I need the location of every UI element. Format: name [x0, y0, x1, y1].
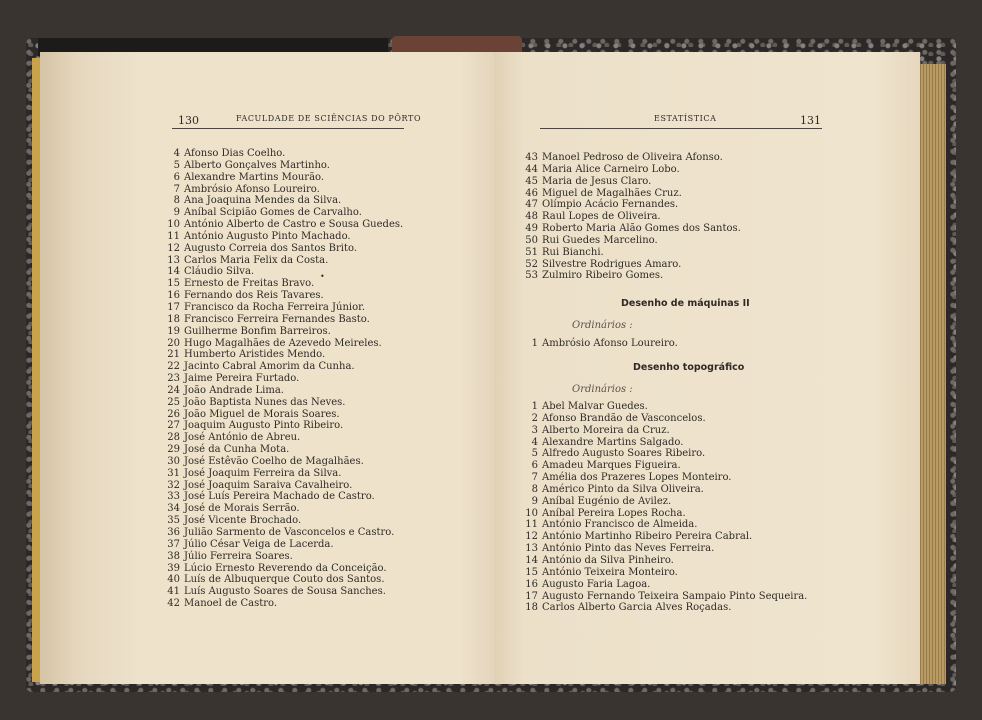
entry-name: Afonso Brandão de Vasconcelos. — [542, 412, 706, 424]
entry-name: Augusto Faria Lagoa. — [542, 578, 651, 590]
entry-number: 13 — [167, 254, 180, 266]
entry-name: Francisco Ferreira Fernandes Basto. — [184, 313, 370, 325]
entry-number: 14 — [525, 554, 538, 566]
entry-number: 41 — [167, 586, 180, 598]
list-entry — [522, 484, 807, 496]
entry-number: 30 — [167, 455, 180, 467]
entry-name: José Estêvão Coelho de Magalhães. — [184, 455, 364, 467]
stray-mark: • — [320, 272, 325, 281]
entry-name: Manoel Pedroso de Oliveira Afonso. — [542, 152, 723, 163]
entry-number: 4 — [173, 148, 180, 159]
entry-name: António Pinto das Neves Ferreira. — [542, 543, 715, 555]
entry-number: 50 — [525, 234, 538, 246]
list-entry — [522, 448, 807, 460]
entry-name: Alfredo Augusto Soares Ribeiro. — [542, 448, 706, 460]
list-entry — [164, 172, 403, 184]
entry-name: João Andrade Lima. — [184, 384, 284, 396]
entry-name: Ambrósio Afonso Loureiro. — [184, 183, 320, 195]
entry-name: Miguel de Magalhães Cruz. — [542, 187, 682, 199]
entry-name: Roberto Maria Alão Gomes dos Santos. — [542, 223, 741, 235]
entry-name: Aníbal Pereira Lopes Rocha. — [542, 507, 686, 519]
list-entry — [164, 420, 403, 432]
page-number: 131 — [800, 114, 821, 127]
entry-number: 32 — [167, 479, 180, 491]
entry-number: 9 — [531, 495, 538, 507]
entry-number: 21 — [167, 349, 180, 361]
entry-number: 40 — [167, 574, 180, 586]
list-entry — [522, 531, 807, 543]
entry-name: Francisco da Rocha Ferreira Júnior. — [184, 301, 366, 313]
list-entry — [164, 397, 403, 409]
list-entry — [164, 243, 403, 255]
entry-name: Afonso Dias Coelho. — [184, 148, 286, 159]
entry-number: 10 — [525, 507, 538, 519]
entry-name: Alberto Moreira da Cruz. — [542, 424, 670, 436]
list-entry — [522, 235, 741, 247]
entry-name: Carlos Maria Felix da Costa. — [184, 254, 329, 266]
entry-name: José Luís Pereira Machado de Castro. — [184, 491, 375, 503]
entry-name: António Martinho Ribeiro Pereira Cabral. — [542, 531, 753, 543]
list-entry — [522, 519, 807, 531]
entry-number: 16 — [525, 578, 538, 590]
entry-number: 48 — [525, 211, 538, 223]
entry-number: 12 — [525, 531, 538, 543]
entry-name: Jacinto Cabral Amorim da Cunha. — [184, 361, 355, 373]
list-entry — [164, 278, 403, 290]
entry-name: Olímpio Acácio Fernandes. — [542, 199, 679, 211]
entry-name: Luís de Albuquerque Couto dos Santos. — [184, 574, 385, 586]
entry-name: Amadeu Marques Figueira. — [542, 460, 681, 472]
list-entry — [522, 199, 741, 211]
list-entry — [522, 543, 807, 555]
name-list — [164, 148, 403, 610]
entry-number: 22 — [167, 361, 180, 373]
entry-number: 5 — [531, 448, 538, 460]
entry-name: Luís Augusto Soares de Sousa Sanches. — [184, 586, 386, 598]
entry-name: Fernando dos Reis Tavares. — [184, 290, 324, 302]
list-entry — [522, 152, 741, 164]
entry-name: António da Silva Pinheiro. — [542, 554, 674, 566]
running-head: FACULDADE DE SCIÊNCIAS DO PÔRTO — [236, 114, 422, 123]
list-entry — [164, 184, 403, 196]
entry-number: 38 — [167, 550, 180, 562]
entry-name: Zulmiro Ribeiro Gomes. — [542, 270, 664, 282]
entry-name: Alexandre Martins Mourão. — [184, 171, 325, 183]
entry-name: José de Morais Serrão. — [184, 503, 300, 515]
entry-number: 52 — [525, 258, 538, 270]
entry-name: Maria de Jesus Claro. — [542, 175, 652, 187]
list-entry — [164, 326, 403, 338]
entry-number: 8 — [531, 483, 538, 495]
list-entry — [522, 508, 807, 520]
entry-name: João Baptista Nunes das Neves. — [184, 396, 346, 408]
list-entry — [164, 266, 403, 278]
entry-number: 19 — [167, 325, 180, 337]
entry-number: 28 — [167, 432, 180, 444]
list-entry — [522, 425, 807, 437]
list-entry — [522, 164, 741, 176]
list-entry — [164, 314, 403, 326]
entry-number: 25 — [167, 396, 180, 408]
list-entry — [164, 361, 403, 373]
name-list-continued — [522, 152, 741, 282]
entry-number: 1 — [531, 338, 538, 349]
entry-number: 8 — [173, 195, 180, 207]
entry-number: 39 — [167, 562, 180, 574]
entry-number: 17 — [167, 301, 180, 313]
entry-name: António Alberto de Castro e Sousa Guedes. — [184, 219, 404, 231]
entry-number: 7 — [173, 183, 180, 195]
list-entry — [522, 223, 741, 235]
entry-number: 26 — [167, 408, 180, 420]
list-entry — [522, 338, 678, 350]
list-entry — [522, 555, 807, 567]
entry-number: 49 — [525, 223, 538, 235]
list-entry — [164, 468, 403, 480]
entry-number: 18 — [167, 313, 180, 325]
entry-number: 27 — [167, 420, 180, 432]
entry-name: José da Cunha Mota. — [184, 444, 290, 456]
list-entry — [522, 591, 807, 603]
list-entry — [522, 567, 807, 579]
entry-number: 33 — [167, 491, 180, 503]
entry-number: 36 — [167, 527, 180, 538]
entry-number: 3 — [531, 424, 538, 436]
entry-number: 13 — [525, 543, 538, 555]
entry-name: Carlos Alberto Garcia Alves Roçadas. — [542, 602, 732, 614]
entry-name: José Joaquim Saraiva Cavalheiro. — [184, 479, 353, 491]
entry-number: 2 — [531, 412, 538, 424]
entry-number: 6 — [173, 171, 180, 183]
list-entry — [522, 602, 807, 614]
entry-name: Lúcio Ernesto Reverendo da Conceição. — [184, 562, 387, 574]
entry-number: 15 — [525, 566, 538, 578]
list-entry — [164, 255, 403, 267]
entry-name: Rui Bianchi. — [542, 246, 604, 258]
list-entry — [164, 373, 403, 385]
list-entry — [164, 385, 403, 397]
entry-number: 45 — [525, 175, 538, 187]
entry-number: 12 — [167, 242, 180, 254]
list-entry — [164, 527, 403, 539]
list-entry — [164, 456, 403, 468]
list-entry — [164, 551, 403, 563]
page-edge-right — [918, 64, 946, 684]
entry-number: 53 — [525, 270, 538, 282]
entry-name: Joaquim Augusto Pinto Ribeiro. — [184, 420, 344, 432]
entry-number: 44 — [525, 163, 538, 175]
list-entry — [164, 349, 403, 361]
section-heading: Desenho de máquinas II — [621, 298, 750, 309]
entry-name: Ambrósio Afonso Loureiro. — [542, 338, 678, 349]
running-head: ESTATÍSTICA — [654, 114, 717, 123]
entry-name: Augusto Correia dos Santos Brito. — [184, 242, 358, 254]
list-entry — [522, 437, 807, 449]
list-entry — [164, 409, 403, 421]
entry-number: 1 — [531, 401, 538, 412]
entry-number: 37 — [167, 538, 180, 550]
entry-number: 4 — [531, 436, 538, 448]
entry-name: Guilherme Bonfim Barreiros. — [184, 325, 331, 337]
entry-name: José Joaquim Ferreira da Silva. — [184, 467, 342, 479]
entry-number: 14 — [167, 266, 180, 278]
entry-name: Cláudio Silva. — [184, 266, 255, 278]
list-entry — [164, 207, 403, 219]
entry-name: Júlio Ferreira Soares. — [184, 550, 293, 562]
list-entry — [164, 338, 403, 350]
left-page — [40, 52, 495, 684]
header-rule — [540, 128, 822, 129]
entry-name: João Miguel de Morais Soares. — [184, 408, 340, 420]
entry-number: 17 — [525, 590, 538, 602]
section-subheading: Ordinários : — [572, 384, 633, 395]
entry-name: Aníbal Scipião Gomes de Carvalho. — [184, 207, 362, 219]
list-entry — [522, 460, 807, 472]
entry-number: 6 — [531, 460, 538, 472]
section-subheading: Ordinários : — [572, 320, 633, 331]
list-entry — [164, 444, 403, 456]
list-entry — [164, 491, 403, 503]
entry-number: 47 — [525, 199, 538, 211]
entry-name: Silvestre Rodrigues Amaro. — [542, 258, 682, 270]
header-rule — [172, 128, 404, 129]
entry-name: Américo Pinto da Silva Oliveira. — [542, 483, 704, 495]
entry-name: Alexandre Martins Salgado. — [542, 436, 684, 448]
list-entry — [164, 563, 403, 575]
list-entry — [522, 270, 741, 282]
entry-number: 35 — [167, 515, 180, 527]
entry-name: Aníbal Eugénio de Avilez. — [542, 495, 672, 507]
entry-number: 20 — [167, 337, 180, 349]
section-name-list — [522, 338, 678, 350]
entry-name: Augusto Fernando Teixeira Sampaio Pinto Sequeira. — [542, 590, 808, 602]
list-entry — [164, 503, 403, 515]
entry-name: Júlio César Veiga de Lacerda. — [184, 538, 334, 550]
entry-number: 42 — [167, 598, 180, 610]
list-entry — [164, 432, 403, 444]
list-entry — [522, 247, 741, 259]
entry-name: Rui Guedes Marcelino. — [542, 234, 658, 246]
entry-number: 7 — [531, 472, 538, 484]
list-entry — [164, 586, 403, 598]
list-entry — [522, 211, 741, 223]
entry-name: Julião Sarmento de Vasconcelos e Castro. — [184, 527, 395, 538]
entry-number: 34 — [167, 503, 180, 515]
list-entry — [164, 515, 403, 527]
list-entry — [164, 231, 403, 243]
list-entry — [164, 574, 403, 586]
list-entry — [164, 539, 403, 551]
list-entry — [164, 480, 403, 492]
entry-name: José Vicente Brochado. — [184, 515, 302, 527]
entry-number: 9 — [173, 207, 180, 219]
list-entry — [164, 302, 403, 314]
entry-number: 10 — [167, 219, 180, 231]
list-entry — [522, 579, 807, 591]
entry-number: 46 — [525, 187, 538, 199]
entry-number: 11 — [525, 519, 538, 531]
entry-number: 43 — [525, 152, 538, 163]
entry-number: 5 — [173, 159, 180, 171]
entry-number: 31 — [167, 467, 180, 479]
entry-number: 29 — [167, 444, 180, 456]
entry-name: José António de Abreu. — [184, 432, 301, 444]
entry-name: Amélia dos Prazeres Lopes Monteiro. — [542, 472, 732, 484]
list-entry — [522, 413, 807, 425]
entry-name: António Augusto Pinto Machado. — [184, 230, 351, 242]
entry-number: 51 — [525, 246, 538, 258]
list-entry — [164, 598, 403, 610]
entry-name: Jaime Pereira Furtado. — [184, 373, 300, 385]
entry-name: António Teixeira Monteiro. — [542, 566, 678, 578]
entry-name: Abel Malvar Guedes. — [542, 401, 648, 412]
list-entry — [522, 259, 741, 271]
entry-name: Ernesto de Freitas Bravo. — [184, 278, 315, 290]
entry-name: Alberto Gonçalves Martinho. — [184, 159, 330, 171]
entry-number: 15 — [167, 278, 180, 290]
list-entry — [522, 188, 741, 200]
list-entry — [164, 290, 403, 302]
entry-name: Ana Joaquina Mendes da Silva. — [184, 195, 342, 207]
entry-name: Maria Alice Carneiro Lobo. — [542, 163, 680, 175]
list-entry — [522, 496, 807, 508]
list-entry — [164, 148, 403, 160]
list-entry — [522, 176, 741, 188]
section-heading: Desenho topográfico — [633, 362, 745, 373]
entry-number: 24 — [167, 384, 180, 396]
list-entry — [522, 401, 807, 413]
right-page — [494, 52, 920, 684]
entry-number: 11 — [167, 230, 180, 242]
list-entry — [164, 195, 403, 207]
list-entry — [164, 219, 403, 231]
list-entry — [164, 160, 403, 172]
list-entry — [522, 472, 807, 484]
entry-number: 16 — [167, 290, 180, 302]
section-name-list — [522, 401, 807, 614]
entry-name: Raul Lopes de Oliveira. — [542, 211, 661, 223]
entry-number: 23 — [167, 373, 180, 385]
page-number: 130 — [178, 114, 199, 127]
entry-number: 18 — [525, 602, 538, 614]
entry-name: Hugo Magalhães de Azevedo Meireles. — [184, 337, 382, 349]
entry-name: António Francisco de Almeida. — [542, 519, 698, 531]
entry-name: Manoel de Castro. — [184, 598, 278, 610]
entry-name: Humberto Aristides Mendo. — [184, 349, 326, 361]
